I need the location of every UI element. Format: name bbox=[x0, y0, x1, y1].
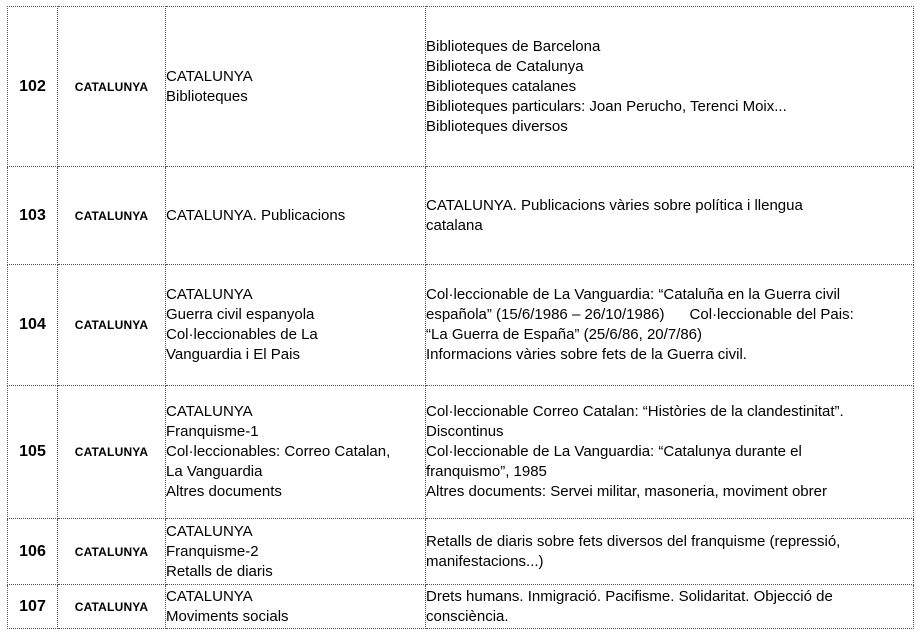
description-line: “La Guerra de España” (25/6/86, 20/7/86) bbox=[426, 326, 703, 343]
topic-line: CATALUNYA bbox=[166, 403, 253, 420]
topic-line: Altres documents bbox=[166, 483, 282, 500]
description-line: Altres documents: Servei militar, masoneria, moviment obrer bbox=[426, 483, 827, 500]
catalog-table bbox=[7, 6, 914, 629]
description-line: Discontinus bbox=[426, 423, 504, 440]
table-row bbox=[8, 519, 914, 585]
description-line: Biblioteca de Catalunya bbox=[426, 57, 584, 75]
topic-line: Moviments socials bbox=[166, 607, 289, 625]
topic-line: CATALUNYA bbox=[166, 67, 253, 85]
topic-line: Retalls de diaris bbox=[166, 562, 273, 580]
row-description bbox=[426, 7, 914, 167]
topic-line: CATALUNYA bbox=[166, 587, 253, 605]
row-number: 102 bbox=[8, 7, 58, 167]
row-region: CATALUNYA bbox=[58, 167, 166, 265]
description-line: española” (15/6/1986 – 26/10/1986) Col·leccionable del Pais: bbox=[426, 306, 854, 323]
description-line: consciència. bbox=[426, 607, 509, 625]
description-line: Retalls de diaris sobre fets diversos del franquisme (repressió, bbox=[426, 532, 841, 550]
row-description bbox=[426, 519, 914, 585]
topic-line: CATALUNYA bbox=[166, 522, 253, 540]
topic-line: CATALUNYA. Publicacions bbox=[166, 206, 346, 224]
topic-line: Guerra civil espanyola bbox=[166, 306, 315, 323]
topic-line: Col·leccionables de La bbox=[166, 326, 318, 343]
row-topic bbox=[166, 265, 426, 386]
table-row bbox=[8, 167, 914, 265]
description-line: Biblioteques diversos bbox=[426, 117, 568, 135]
table-row bbox=[8, 265, 914, 386]
description-line: Drets humans. Inmigració. Pacifisme. Solidaritat. Objecció de bbox=[426, 587, 833, 605]
row-region: CATALUNYA bbox=[58, 585, 166, 629]
row-number: 106 bbox=[8, 519, 58, 585]
description-line: franquismo”, 1985 bbox=[426, 463, 547, 480]
description-line: CATALUNYA. Publicacions vàries sobre política i llengua bbox=[426, 196, 803, 214]
topic-line: Franquisme-2 bbox=[166, 542, 259, 560]
description-line: Col·leccionable de La Vanguardia: “Catalunya durante el bbox=[426, 443, 802, 460]
row-description bbox=[426, 167, 914, 265]
row-topic bbox=[166, 167, 426, 265]
row-number: 105 bbox=[8, 386, 58, 519]
row-description bbox=[426, 585, 914, 629]
table-row bbox=[8, 585, 914, 629]
table-row bbox=[8, 7, 914, 167]
topic-line: Franquisme-1 bbox=[166, 423, 259, 440]
description-line: Biblioteques catalanes bbox=[426, 77, 577, 95]
row-region: CATALUNYA bbox=[58, 265, 166, 386]
row-region: CATALUNYA bbox=[58, 519, 166, 585]
topic-line: CATALUNYA bbox=[166, 286, 253, 303]
row-description bbox=[426, 386, 914, 519]
topic-line: La Vanguardia bbox=[166, 463, 263, 480]
topic-line: Vanguardia i El Pais bbox=[166, 346, 300, 363]
row-number: 103 bbox=[8, 167, 58, 265]
description-line: manifestacions...) bbox=[426, 552, 544, 570]
description-line: catalana bbox=[426, 216, 483, 234]
description-line: Col·leccionable Correo Catalan: “Històries de la clandestinitat”. bbox=[426, 403, 844, 420]
row-topic bbox=[166, 386, 426, 519]
row-number: 107 bbox=[8, 585, 58, 629]
description-line: Biblioteques particulars: Joan Perucho, Terenci Moix... bbox=[426, 97, 787, 115]
row-topic bbox=[166, 519, 426, 585]
description-line: Biblioteques de Barcelona bbox=[426, 37, 601, 55]
row-description bbox=[426, 265, 914, 386]
row-topic bbox=[166, 585, 426, 629]
row-region: CATALUNYA bbox=[58, 386, 166, 519]
topic-line: Col·leccionables: Correo Catalan, bbox=[166, 443, 391, 460]
table-row bbox=[8, 386, 914, 519]
description-line: Col·leccionable de La Vanguardia: “Cataluña en la Guerra civil bbox=[426, 286, 841, 303]
row-topic bbox=[166, 7, 426, 167]
row-region: CATALUNYA bbox=[58, 7, 166, 167]
topic-line: Biblioteques bbox=[166, 87, 248, 105]
row-number: 104 bbox=[8, 265, 58, 386]
description-line: Informacions vàries sobre fets de la Guerra civil. bbox=[426, 346, 747, 363]
